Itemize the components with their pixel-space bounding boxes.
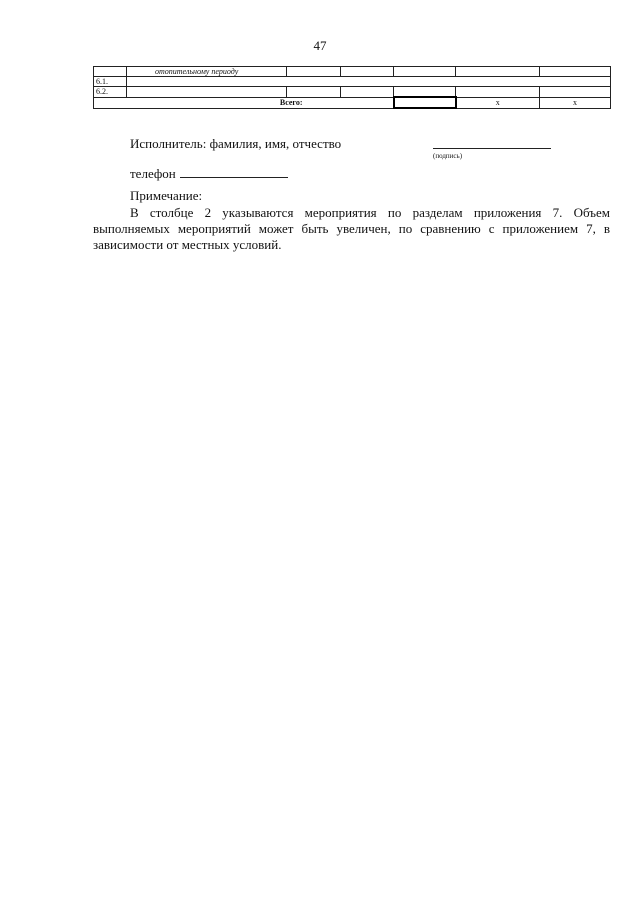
table-cell [456, 67, 540, 77]
executor-label: Исполнитель: фамилия, имя, отчество [130, 136, 342, 151]
total-value-cell [394, 97, 456, 108]
table-row [94, 77, 611, 87]
table-cell [394, 67, 456, 77]
signature-line [433, 148, 551, 149]
table-cell [341, 67, 394, 77]
phone-label: телефон [130, 166, 176, 181]
phone-line [180, 166, 288, 178]
table-row [94, 67, 611, 77]
row-heading-cell: отопительному периоду [127, 67, 287, 77]
note-heading: Примечание: [130, 188, 203, 203]
phone-field [130, 166, 288, 182]
table-row [94, 87, 611, 98]
table-cell [540, 67, 611, 77]
table-cell [287, 67, 341, 77]
total-label-cell: Всего: [94, 97, 394, 108]
note-text: В столбце 2 указываются мероприятия по разделам приложения 7. Объем выполняемых мероприятий может быть увеличен, по сравнению с приложением 7, в зависимости от местных условий. [93, 205, 610, 252]
total-x-cell: х [456, 97, 540, 108]
total-row [94, 97, 611, 108]
row-number-cell: 6.1. [94, 77, 127, 87]
table-cell [94, 67, 127, 77]
table-cell [287, 87, 341, 98]
signature-caption: (подпись) [433, 152, 463, 160]
measures-table [93, 66, 610, 109]
page-number: 47 [313, 38, 327, 53]
table-cell [127, 77, 611, 87]
row-number-cell: 6.2. [94, 87, 127, 98]
table-cell [341, 87, 394, 98]
total-x-cell: х [540, 97, 611, 108]
table-cell [127, 87, 287, 98]
table-cell [394, 87, 456, 98]
table-cell [456, 87, 540, 98]
table-cell [540, 87, 611, 98]
